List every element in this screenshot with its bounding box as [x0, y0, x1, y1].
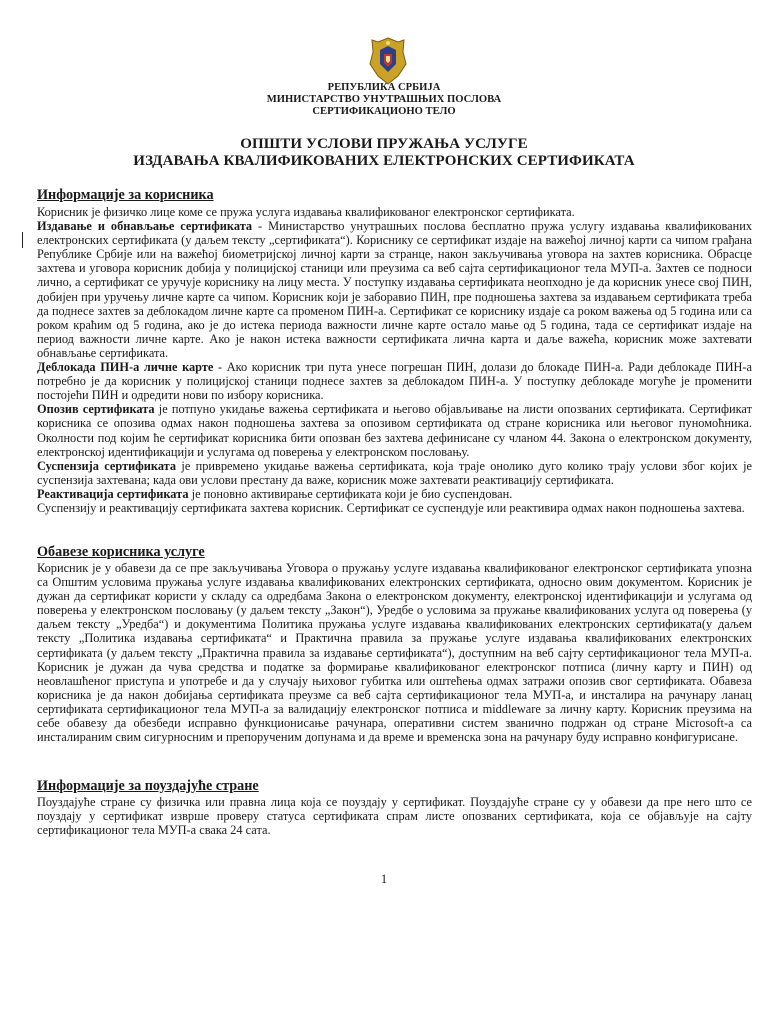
header-certification-body: СЕРТИФИКАЦИОНО ТЕЛО — [312, 106, 456, 117]
paragraph: Поуздајуће стране су физичка или правна лица која се поуздају у сертификат. Поуздајуће стране су у обавези да пре него што се поуздају у сертификат изврше проверу статуса сертификата спрам листе опозваних сертификата, која се објављује на сајту сертификационог тела МУП-а свака 24 сата. — [37, 795, 752, 838]
term-label: Реактивација сертификата — [37, 486, 189, 501]
paragraph: Суспензију и реактивацију сертификата захтева корисник. Сертификат се суспендује или реактивира одмах након подношења захтева. — [37, 500, 745, 515]
section-heading-relying-parties: Информације за поуздајуће стране — [37, 778, 259, 794]
section-heading-user-obligations: Обавезе корисника услуге — [37, 544, 205, 560]
text-cursor — [22, 232, 23, 248]
paragraph-text: - Министарство унутрашњих послова бесплатно пружа услугу издавања квалификованих електронских сертификата (у даљем тексту „сертификата“). Кориснику се сертификат издаје на важећој личној карти са чипом грађана Републике Србије или на важећој биометријској личној карти за странце, након закључивања уговора на захтев корисника. Обрасце захтева и уговора корисник добија у полицијској станици или преузима са веб сајта сертификационог тела МУП-а. Захтев се подноси лично, а сертификат се уручује кориснику на лицу места. У поступку издавања сертификата неопходно је да корисник унесе свој ПИН, добијен при уручењу личне карте са чипом. Корисник који је заборавио ПИН, пре подношења захтева за издавањем сертификата треба да поднесе захтев за деблокадом личне карте са променом ПИН-а. Сертификат се кориснику издаје са роком важења од 5 година или са роком краћим од 5 година, ако је до истека периода важности личне карте остало мање од 5 година, тада се сертификат издаје на период важности личне карте. Ако је након истека важности сертификата лична карта и даље важећа, корисник може захтевати обнављање сертификата. — [37, 219, 752, 360]
header-republic: РЕПУБЛИКА СРБИЈА — [327, 82, 441, 93]
paragraph-text: је потпуно укидање важења сертификата и његово објављивање на листи опозваних сертификата. Сертификат корисника се опозива одмах након подношења захтева за опозивом сертификата од стране корисника или његовог пуномоћника. Околности под којим ће сертификат корисника бити опозван без захтева дефинисане су чланом 44. Закона о електронском документу, електронској идентификацији и услугама од поверења у електронском пословању. — [37, 402, 752, 459]
paragraph — [37, 402, 752, 458]
section-body-user-obligations — [37, 561, 752, 744]
paragraph-text: - Ако корисник три пута унесе погрешан ПИН, долази до блокаде ПИН-а. Ради деблокаде ПИН-а потребно је да корисник у полицијској станици поднесе захтев за деблокадом ПИН-а. У поступку деблокаде могуће је променити постојећи ПИН и одредити нови по избору корисника. — [37, 360, 752, 403]
paragraph — [37, 219, 752, 360]
header-ministry: МИНИСТАРСТВО УНУТРАШЊИХ ПОСЛОВА — [266, 94, 502, 105]
document-title-line1: ОПШТИ УСЛОВИ ПРУЖАЊА УСЛУГЕ — [240, 136, 528, 152]
paragraph-text: је привремено укидање важења сертификата, која траје онолико дуго колико трају услови због којих је суспензија захтевана; када ови услови престану да важе, корисник може захтевати реактивацију сертификата. — [37, 458, 752, 487]
term-label: Деблокада ПИН-а личне карте — [37, 360, 214, 375]
term-label: Опозив сертификата — [37, 402, 155, 417]
paragraph — [37, 360, 752, 402]
paragraph — [37, 487, 752, 501]
section-heading-user-info: Информације за корисника — [37, 187, 214, 203]
page-number: 1 — [380, 872, 388, 886]
paragraph — [37, 459, 752, 487]
term-label: Суспензија сертификата — [37, 458, 177, 473]
paragraph: Корисник је у обавези да се пре закључивања Уговора о пружању услуге издавања квалификованог електронског сертификата упозна са Општим условима пружања услуге издавања квалификованих електронских сертификата, односно овим документом. Корисник је дужан да сертификат користи у складу са одредбама Закона о електронском документу, електронској идентификацији и услугама од поверења у електронском пословању (у даљем тексту „Закон“), Уредбе о условима за пружање квалификованих услуга од поверења (у даљем тексту „Уредба“) и документима Политика пружања услуге издавања квалификованих електронских сертификата(у даљем тексту „Политика издавања сертификата“ и Практична правила за пружање услуге издавања квалификованих електронских сертификата (у даљем тексту „Практична правила за издавање сертификата“), доступним на веб сајту сертификационог тела МУП-а. Корисник је дужан да чува средства и податке за формирање квалификованог електронског потписа (личну карту и ПИН) од неовлашћеног приступа и употребе и да у случају њиховог губитка или оштећења одмах затражи опозив свог сертификата. Обавеза корисника је да након добијања сертификата преузме са веб сајта сертификационог тела МУП-а, и инсталира на рачунару ланац сертификата сертификационог тела МУП-а за валидацију електронског потписа и middleware за личну карту. Корисник преузима на себе обавезу да обезбеди исправно функционисање рачунара, оперативни систем званично подржан од стране Microsoft-а са инсталираним свим сигурносним и препорученим допунама и да време и временска зона на рачунару буду исправно конфигурисане. — [37, 561, 752, 745]
paragraph-text: је поновно активирање сертификата који је био суспендован. — [188, 486, 513, 501]
document-title-line2: ИЗДАВАЊА КВАЛИФИКОВАНИХ ЕЛЕКТРОНСКИХ СЕРТИФИКАТА — [133, 153, 635, 169]
term-label: Издавање и обнављање сертификата — [37, 219, 253, 234]
section-body-user-info — [37, 205, 752, 515]
paragraph: Корисник је физичко лице коме се пружа услуга издавања квалификованог електронског сертификата. — [37, 205, 575, 219]
section-body-relying-parties — [37, 795, 752, 837]
police-badge-emblem-icon — [368, 36, 408, 86]
